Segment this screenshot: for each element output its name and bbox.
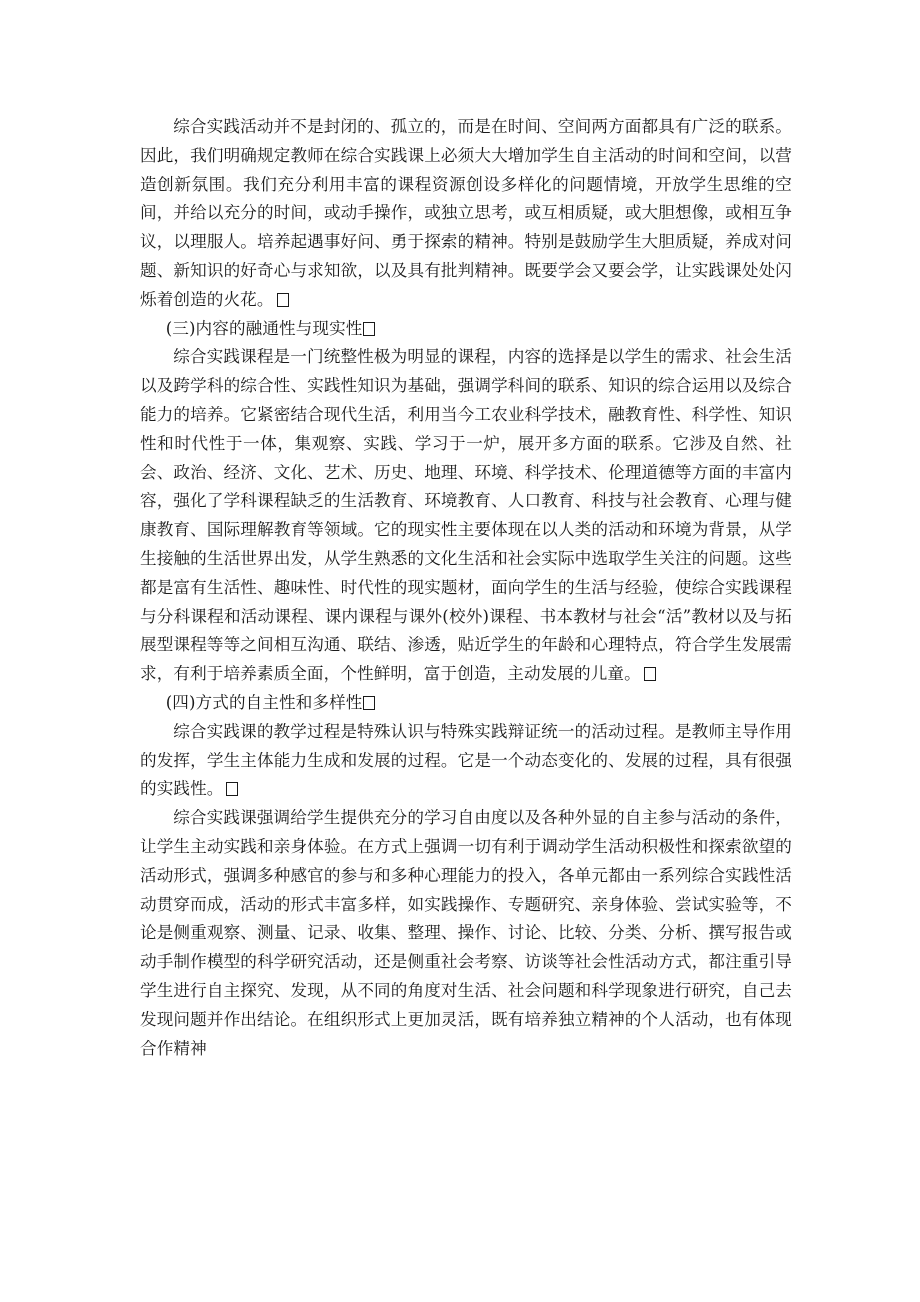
paragraph-text: 综合实践课程是一门统整性极为明显的课程，内容的选择是以学生的需求、社会生活以及跨学科的综合性、实践性知识为基础，强调学科间的联系、知识的综合运用以及综合能力的培养。它紧密结合现代生活，利用当今工农业科学技术，融教育性、科学性、知识性和时代性于一体，集观察、实践、学习于一炉，展开多方面的联系。它涉及自然、社会、政治、经济、文化、艺术、历史、地理、环境、科学技术、伦理道德等方面的丰富内容，强化了学科课程缺乏的生活教育、环境教育、人口教育、科技与社会教育、心理与健康教育、国际理解教育等领域。它的现实性主要体现在以人类的活动和环境为背景，从学生接触的生活世界出发，从学生熟悉的文化生活和社会实际中选取学生关注的问题。这些都是富有生活性、趣味性、时代性的现实题材，面向学生的生活与经验，使综合实践课程与分科课程和活动课程、课内课程与课外(校外)课程、书本教材与社会“活”教材以及与拓展型课程等等之间相互沟通、联结、渗透，贴近学生的年龄和心理特点，符合学生发展需求，有利于培养素质全面，个性鲜明，富于创造，主动发展的儿童。 xyxy=(140,347,792,684)
paragraph-autonomy xyxy=(140,804,792,1063)
document-page xyxy=(140,113,792,1063)
paragraph-teaching-process xyxy=(140,718,792,804)
section-heading-3 xyxy=(140,315,792,344)
placeholder-box-icon xyxy=(226,782,238,796)
placeholder-box-icon xyxy=(363,696,375,710)
paragraph-content-integration xyxy=(140,343,792,689)
heading-text: (三)内容的融通性与现实性 xyxy=(165,318,363,338)
paragraph-text: 综合实践活动并不是封闭的、孤立的，而是在时间、空间两方面都具有广泛的联系。因此，我们明确规定教师在综合实践课上必须大大增加学生自主活动的时间和空间，以营造创新氛围。我们充分利用丰富的课程资源创设多样化的问题情境，开放学生思维的空间，并给以充分的时间，或动手操作，或独立思考，或互相质疑，或大胆想像，或相互争议，以理服人。培养起遇事好问、勇于探索的精神。特别是鼓励学生大胆质疑，养成对问题、新知识的好奇心与求知欲，以及具有批判精神。既要学会又要会学，让实践课处处闪烁着创造的火花。 xyxy=(140,117,792,309)
heading-text: (四)方式的自主性和多样性 xyxy=(165,692,363,712)
section-heading-4 xyxy=(140,689,792,718)
paragraph-text: 综合实践课强调给学生提供充分的学习自由度以及各种外显的自主参与活动的条件，让学生主动实践和亲身体验。在方式上强调一切有利于调动学生活动积极性和探索欲望的活动形式，强调多种感官的参与和多种心理能力的投入，各单元都由一系列综合实践性活动贯穿而成，活动的形式丰富多样，如实践操作、专题研究、亲身体验、尝试实验等，不论是侧重观察、测量、记录、收集、整理、操作、讨论、比较、分类、分析、撰写报告或动手制作模型的科学研究活动，还是侧重社会考察、访谈等社会性活动方式，都注重引导学生进行自主探究、发现，从不同的角度对生活、社会问题和科学现象进行研究，自己去发现问题并作出结论。在组织形式上更加灵活，既有培养独立精神的个人活动，也有体现合作精神 xyxy=(140,808,792,1058)
paragraph-open-space xyxy=(140,113,792,315)
placeholder-box-icon xyxy=(277,293,289,307)
paragraph-text: 综合实践课的教学过程是特殊认识与特殊实践辩证统一的活动过程。是教师主导作用的发挥，学生主体能力生成和发展的过程。它是一个动态变化的、发展的过程，具有很强的实践性。 xyxy=(140,721,792,799)
placeholder-box-icon xyxy=(363,322,375,336)
placeholder-box-icon xyxy=(644,667,656,681)
